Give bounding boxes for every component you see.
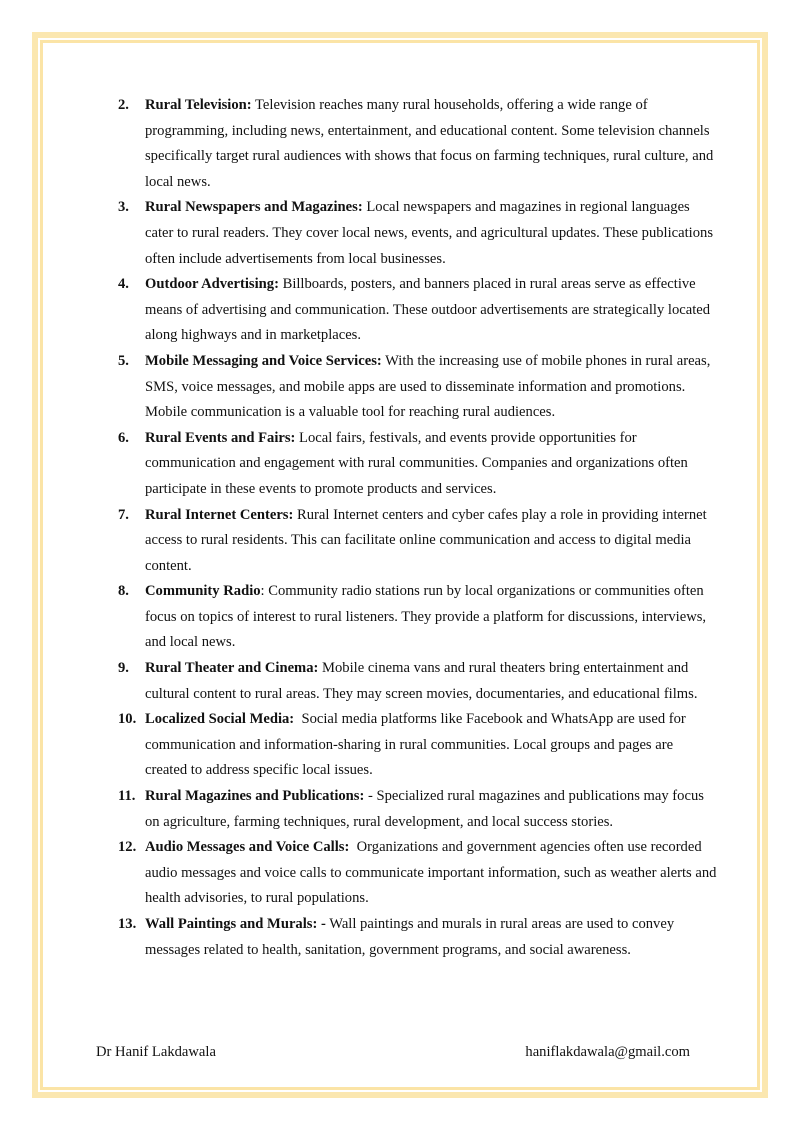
list-item-body bbox=[145, 195, 718, 272]
list-item-text: : Community radio stations run by local organizations or communities often focus on topics of interest to rural listeners. They provide a platform for discussions, interviews, and local news. bbox=[145, 583, 710, 651]
list-item-text: Organizations and government agencies often use recorded audio messages and voice calls to communicate important information, such as weather alerts and health advisories, to rural populations. bbox=[145, 839, 721, 907]
list-item-title: Rural Events and Fairs: bbox=[145, 429, 296, 446]
footer-author: Dr Hanif Lakdawala bbox=[96, 1044, 216, 1060]
list-item-title: Audio Messages and Voice Calls: bbox=[145, 839, 350, 856]
list-item-text: Local newspapers and magazines in regional languages cater to rural readers. They cover local news, events, and agricultural updates. These publications often include advertisements from local businesses. bbox=[145, 199, 717, 267]
list-item-body bbox=[145, 272, 718, 349]
list-item-text: Billboards, posters, and banners placed in rural areas serve as effective means of advertising and communication. These outdoor advertisements are strategically located along highways and in marketplaces. bbox=[145, 276, 714, 344]
list-item-text: Local fairs, festivals, and events provide opportunities for communication and engagement with rural communities. Companies and organizations often participate in these events to promote products and services. bbox=[145, 429, 692, 497]
list-item-title: Rural Television: bbox=[145, 97, 252, 113]
list-item-title: Rural Magazines and Publications: bbox=[145, 788, 365, 805]
list-item-text: Rural Internet centers and cyber cafes play a role in providing internet access to rural residents. This can facilitate online communication and access to digital media content. bbox=[145, 506, 711, 574]
footer-email: haniflakdawala@gmail.com bbox=[525, 1044, 690, 1060]
list-item-text: Social media platforms like Facebook and WhatsApp are used for communication and information-sharing in rural communities. Local groups and pages are created to address specific local issues. bbox=[145, 711, 690, 779]
list-item bbox=[118, 912, 718, 963]
list-item-number: 5. bbox=[118, 352, 129, 369]
list-item bbox=[118, 707, 718, 784]
list-item-text: Television reaches many rural households, offering a wide range of programming, including news, entertainment, and educational content. Some television channels specifically target rural audiences with shows that focus on farming techniques, rural culture, and local news. bbox=[145, 97, 717, 190]
list-item-title: Localized Social Media: bbox=[145, 711, 295, 728]
list-item bbox=[118, 195, 718, 272]
list-item bbox=[118, 503, 718, 580]
list-item bbox=[118, 93, 718, 195]
list-item-body bbox=[145, 835, 721, 912]
list-item-body bbox=[145, 349, 718, 426]
numbered-list bbox=[118, 93, 721, 963]
list-item-body bbox=[145, 503, 718, 580]
list-item-text: - Specialized rural magazines and publications may focus on agriculture, farming techniques, rural development, and local success stories. bbox=[145, 788, 708, 830]
list-item-number: 13. bbox=[118, 916, 137, 932]
list-item bbox=[118, 426, 718, 503]
list-item-title: Community Radio bbox=[145, 583, 261, 600]
list-item-number: 6. bbox=[118, 429, 129, 446]
list-item-number: 9. bbox=[118, 660, 129, 677]
list-item-body bbox=[145, 93, 718, 195]
list-item-body bbox=[145, 912, 718, 963]
list-item-number: 2. bbox=[118, 97, 129, 113]
list-item-title: Rural Newspapers and Magazines: bbox=[145, 199, 363, 216]
list-item-title: Wall Paintings and Murals: - bbox=[145, 916, 326, 932]
list-item bbox=[118, 579, 718, 656]
list-item-body bbox=[145, 426, 718, 503]
list-item bbox=[118, 349, 718, 426]
list-item-number: 3. bbox=[118, 199, 129, 216]
list-item-title: Mobile Messaging and Voice Services: bbox=[145, 352, 382, 369]
list-item-number: 12. bbox=[118, 839, 137, 856]
list-item bbox=[118, 272, 718, 349]
list-item-title: Outdoor Advertising: bbox=[145, 276, 279, 293]
list-item bbox=[118, 656, 718, 707]
list-item-title: Rural Internet Centers: bbox=[145, 506, 294, 523]
list-item-number: 4. bbox=[118, 276, 129, 293]
list-item bbox=[118, 835, 721, 912]
list-item-number: 8. bbox=[118, 583, 129, 600]
list-item-number: 7. bbox=[118, 506, 129, 523]
page-footer bbox=[96, 1044, 690, 1061]
list-item-body bbox=[145, 579, 718, 656]
list-item-text: Mobile cinema vans and rural theaters bring entertainment and cultural content to rural areas. They may screen movies, documentaries, and educational films. bbox=[145, 660, 698, 702]
list-item-text: With the increasing use of mobile phones in rural areas, SMS, voice messages, and mobile apps are used to disseminate information and promotions. Mobile communication is a valuable tool for reaching rural audiences. bbox=[145, 352, 715, 421]
list-item-body bbox=[145, 784, 718, 835]
list-item-title: Rural Theater and Cinema: bbox=[145, 660, 319, 677]
list-item-number: 10. bbox=[118, 711, 137, 728]
list-item-body bbox=[145, 656, 718, 707]
list-item-number: 11. bbox=[118, 788, 136, 805]
list-item-text: Wall paintings and murals in rural areas are used to convey messages related to health, sanitation, government programs, and social awareness. bbox=[145, 916, 678, 958]
list-item-body bbox=[145, 707, 718, 784]
list-item bbox=[118, 784, 718, 835]
